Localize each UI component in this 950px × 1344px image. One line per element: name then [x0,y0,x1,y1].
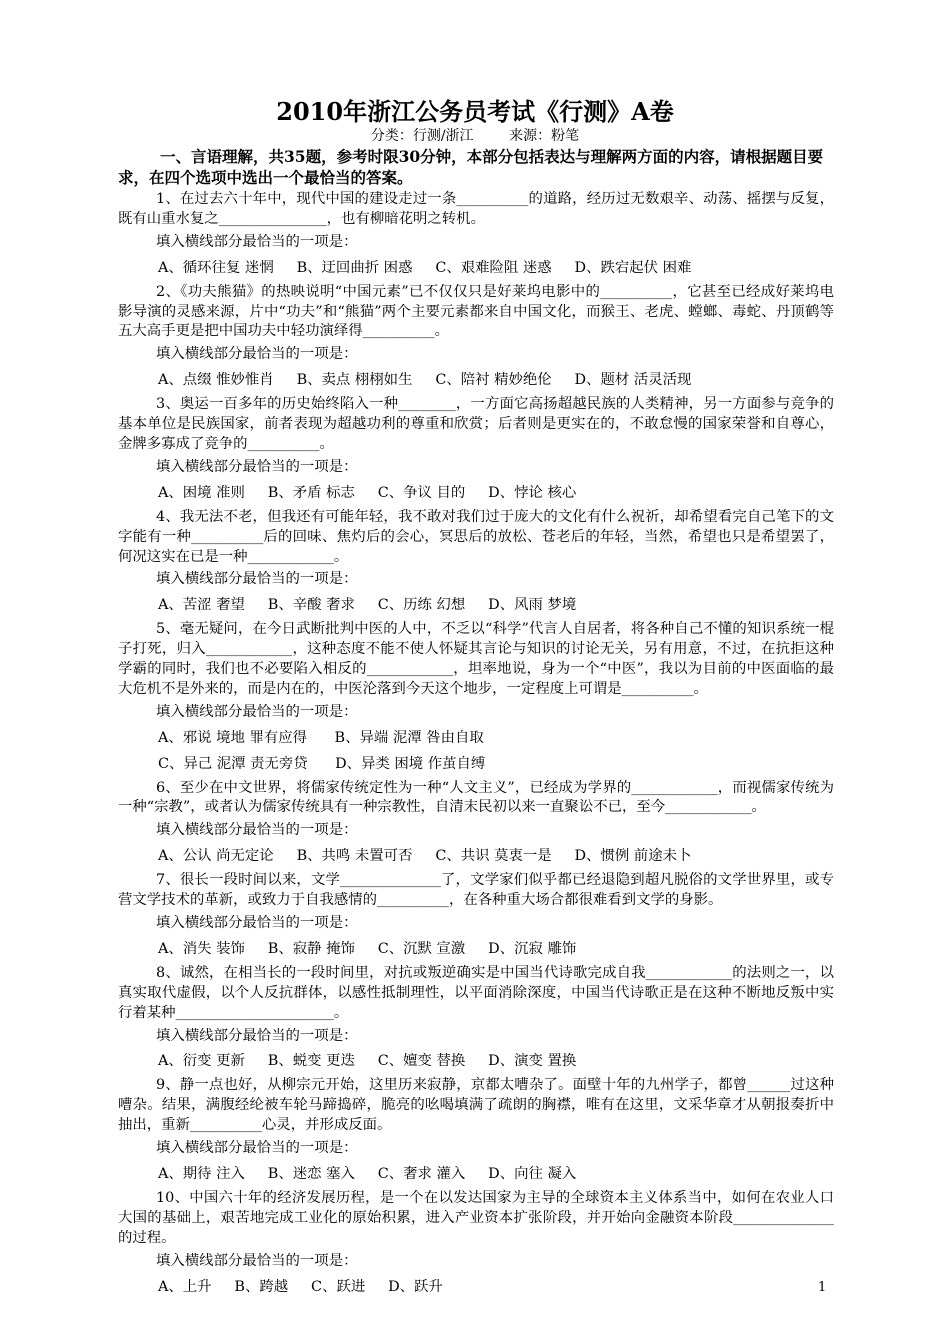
question-prompt: 填入横线部分最恰当的一项是： [156,1252,358,1269]
category-source-line: 分类：行测/浙江 来源：粉笔 [370,128,580,144]
question-stem: 4、我无法不老，但我还有可能年轻，我不敢对我们过于庞大的文化有什么祝祈，却希望看完自己笔下的文字能有一种__________后的回味、焦灼后的会心，冥思后的放松、苍老后的年轻，当然，希望也只是希望罢了，何况这实在已是一种____________。 [118,508,834,565]
answer-options: A、衍变 更新 B、蜕变 更迭 C、嬗变 替换 D、演变 置换 [158,1053,577,1070]
question-stem: 6、至少在中文世界，将儒家传统定性为一种“人文主义”，已经成为学界的____________，而视儒家传统为一种“宗教”，或者认为儒家传统具有一种宗教性，自清末民初以来一直聚讼不已，至今____________。 [118,779,834,816]
section-heading: 一、言语理解，共35题，参考时限30分钟，本部分包括表达与理解两方面的内容，请根据题目要求，在四个选项中选出一个最恰当的答案。 [118,147,824,187]
answer-options: A、点缀 惟妙惟肖 B、卖点 栩栩如生 C、陪衬 精妙绝伦 D、题材 活灵活现 [158,372,692,389]
question-stem: 8、诚然，在相当长的一段时间里，对抗或叛逆确实是中国当代诗歌完成自我____________的法则之一，以真实取代虚假，以个人反抗群体，以感性抵制理性，以平面消除深度，中国当代诗歌正是在这种不断地反叛中实行着某种______________________。 [118,964,834,1021]
question-prompt: 填入横线部分最恰当的一项是： [156,233,358,250]
answer-options: A、消失 装饰 B、寂静 掩饰 C、沉默 宣激 D、沉寂 雕饰 [158,940,577,957]
answer-options: A、公认 尚无定论 B、共鸣 未置可否 C、共识 莫衷一是 D、惯例 前途未卜 [158,848,692,865]
answer-options: A、苦涩 奢望 B、辛酸 奢求 C、历练 幻想 D、风雨 梦境 [158,597,577,614]
answer-options-row-1: A、邪说 境地 罪有应得 B、异端 泥潭 咎由自取 [158,729,484,746]
page-number: 1 [818,1280,827,1295]
question-prompt: 填入横线部分最恰当的一项是： [156,458,358,475]
question-prompt: 填入横线部分最恰当的一项是： [156,822,358,839]
question-stem: 5、毫无疑问，在今日武断批判中医的人中，不乏以“科学”代言人自居者，将各种自己不懂的知识系统一棍子打死，归入____________，这种态度不能不使人怀疑其言论与知识的讨论无关，另有用意，不过，在抗拒这种学霸的同时，我们也不必要陷入相反的____________，坦率地说，身为一个“中医”，我以为目前的中医面临的最大危机不是外来的，而是内在的，中医沦落到今天这个地步，一定程度上可谓是__________。 [118,621,834,697]
answer-options: A、期待 注入 B、迷恋 塞入 C、奢求 灌入 D、向往 凝入 [158,1165,577,1182]
question-stem: 3、奥运一百多年的历史始终陷入一种________，一方面它高扬超越民族的人类精神，另一方面参与竞争的基本单位是民族国家，前者表现为超越功利的尊重和欣赏；后者则是更实在的，不敢怠慢的国家荣誉和自尊心，金牌多寡成了竞争的__________。 [118,396,834,452]
question-prompt: 填入横线部分最恰当的一项是： [156,1027,358,1044]
question-prompt: 填入横线部分最恰当的一项是： [156,571,358,588]
question-stem: 10、中国六十年的经济发展历程，是一个在以发达国家为主导的全球资本主义体系当中，如何在农业人口大国的基础上，艰苦地完成工业化的原始积累，进入产业资本扩张阶段，并开始向金融资本阶段______________的过程。 [118,1189,834,1246]
question-prompt: 填入横线部分最恰当的一项是： [156,703,358,720]
question-stem: 7、很长一段时间以来，文学______________了，文学家们似乎都已经退隐到超凡脱俗的文学世界里，或专营文学技术的革新，或致力于自我感情的__________，在各种重大场合都很难看到文学的身影。 [118,872,834,909]
question-stem: 9、静一点也好，从柳宗元开始，这里历来寂静，京都太嘈杂了。面壁十年的九州学子，都曾______过这种嘈杂。结果，满腹经纶被车轮马蹄捣碎，脆亮的吆喝填满了疏朗的胸襟，唯有在这里，文采华章才从朝报奏折中抽出，重新__________心灵，并形成反面。 [118,1077,834,1134]
answer-options-row-2: C、异己 泥潭 责无旁贷 D、异类 困境 作茧自缚 [158,755,486,772]
question-prompt: 填入横线部分最恰当的一项是： [156,346,358,363]
answer-options: A、上升 B、跨越 C、跃进 D、跃升 [158,1278,443,1295]
question-list [118,190,834,1301]
answer-options: A、循环往复 迷惘 B、迂回曲折 困惑 C、艰难险阻 迷惑 D、跌宕起伏 困难 [158,259,692,276]
question-stem: 2、《功夫熊猫》的热映说明“中国元素”已不仅仅只是好莱坞电影中的__________，它甚至已经成好莱坞电影导演的灵感来源，片中“功夫”和“熊猫”两个主要元素都来自中国文化，而猴王、老虎、螳螂、毒蛇、丹顶鹤等五大高手更是把中国功夫中轻功演绎得__________。 [118,283,834,340]
question-prompt: 填入横线部分最恰当的一项是： [156,915,358,931]
page-title: 2010年浙江公务员考试《行测》A卷 [276,97,674,126]
question-stem: 1、在过去六十年中，现代中国的建设走过一条__________的道路，经历过无数艰辛、动荡、摇摆与反复，既有山重水复之_______________，也有柳暗花明之转机。 [118,191,834,227]
question-prompt: 填入横线部分最恰当的一项是： [156,1140,358,1157]
answer-options: A、困境 准则 B、矛盾 标志 C、争议 目的 D、悖论 核心 [158,484,577,501]
